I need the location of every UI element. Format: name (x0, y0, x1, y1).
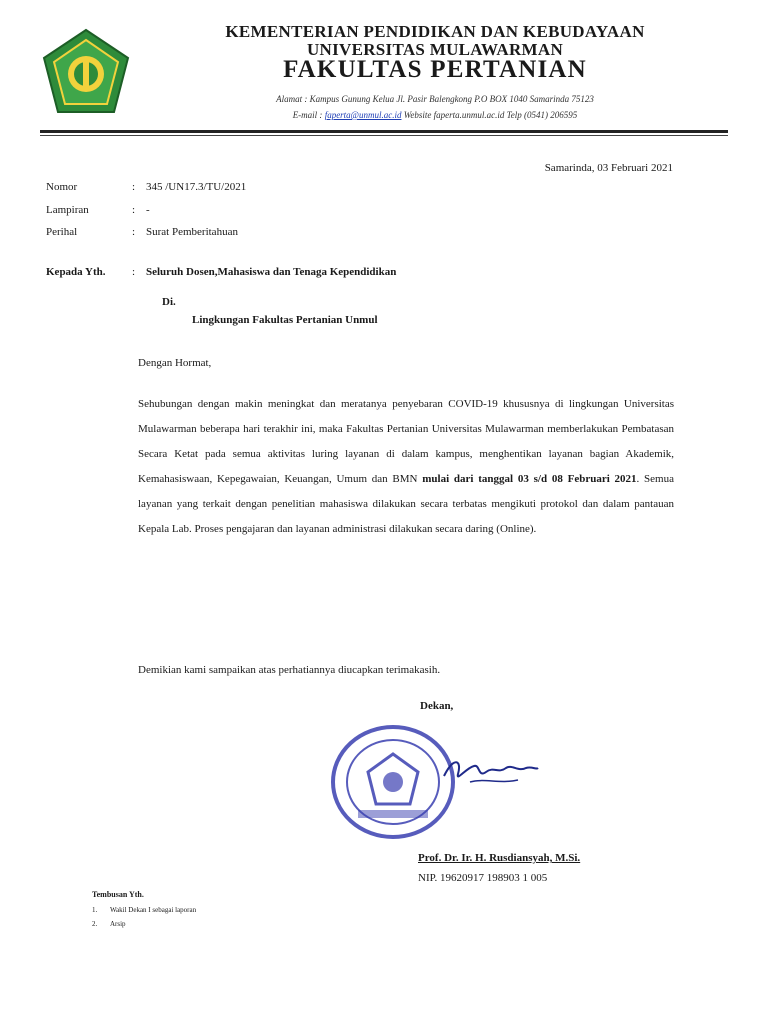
faculty-heading: FAKULTAS PERTANIAN (283, 56, 587, 83)
meta-attachment (46, 204, 150, 216)
subject-value: Surat Pemberitahuan (146, 226, 238, 238)
contact-line (150, 110, 720, 120)
body-paragraph (138, 392, 674, 542)
cc-item-number: 1. (92, 906, 98, 914)
body-paragraph-start: Sehubungan dengan makin meningkat dan meratanya penyebaran COVID-19 khususnya di lingkungan Universitas Mulawarman beberapa hari terakhir ini, maka Fakultas Pertanian Universitas Mulawarman memberlakukan Pembatasan Secara Ketat pada semua aktivitas luring layanan di dalam kampus, menghentikan layanan bagian Akademik, Kemahasiswaan, Kepegawaian, Keuangan, Umum dan BMN (138, 398, 674, 485)
number-label: Nomor (46, 181, 78, 193)
ministry-heading: KEMENTERIAN PENDIDIKAN DAN KEBUDAYAAN (225, 22, 645, 41)
cc-item-text: Arsip (110, 920, 126, 928)
signatory-title: Dekan, (420, 700, 454, 712)
email-label: E-mail : (292, 110, 323, 120)
cc-item (92, 920, 126, 928)
official-stamp-icon (328, 722, 458, 842)
cc-item-text: Wakil Dekan I sebagai laporan (110, 906, 197, 914)
recipient-di: Di. (162, 296, 176, 308)
subject-label: Perihal (46, 226, 78, 238)
recipient-separator: : (132, 266, 136, 278)
recipient-line (46, 266, 396, 278)
university-logo-icon (42, 28, 130, 114)
cc-item (92, 906, 196, 914)
cc-item-number: 2. (92, 920, 98, 928)
meta-number (46, 181, 246, 193)
letterhead-divider-thin (40, 135, 728, 136)
body-paragraph-end: . Semua layanan yang terkait dengan penelitian mahasiswa dilakukan secara terbatas mengikuti protokol dan dalam pantauan Kepala Lab. Proses pengajaran dan layanan administrasi dilakukan secara daring (Online). (138, 473, 674, 535)
salutation: Dengan Hormat, (138, 357, 212, 369)
website-text: Website faperta.unmul.ac.id Telp (0541) 206595 (403, 110, 578, 120)
subject-separator: : (132, 226, 136, 238)
closing-sentence: Demikian kami sampaikan atas perhatiannya diucapkan terimakasih. (138, 664, 441, 676)
email-link[interactable]: faperta@unmul.ac.id (324, 110, 402, 120)
handwritten-signature-icon (440, 738, 540, 798)
cc-title: Tembusan Yth. (92, 890, 144, 899)
faculty-address: Alamat : Kampus Gunung Kelua Jl. Pasir Balengkong P.O BOX 1040 Samarinda 75123 (276, 94, 594, 104)
number-value: 345 /UN17.3/TU/2021 (146, 181, 247, 193)
attachment-value: - (146, 204, 150, 216)
body-paragraph-dates: mulai dari tanggal 03 s/d 08 Februari 2021 (422, 473, 637, 485)
number-separator: : (132, 181, 136, 193)
letterhead-divider (40, 130, 728, 133)
signatory-nip: NIP. 19620917 198903 1 005 (418, 872, 548, 884)
signatory-name: Prof. Dr. Ir. H. Rusdiansyah, M.Si. (418, 852, 581, 864)
recipient-location: Lingkungan Fakultas Pertanian Unmul (192, 314, 378, 326)
attachment-label: Lampiran (46, 204, 89, 216)
place-date: Samarinda, 03 Februari 2021 (544, 162, 673, 174)
meta-subject (46, 226, 238, 238)
university-heading: UNIVERSITAS MULAWARMAN (306, 40, 564, 59)
recipient-label: Kepada Yth. (46, 266, 106, 278)
recipient-value: Seluruh Dosen,Mahasiswa dan Tenaga Kependidikan (146, 266, 397, 278)
attachment-separator: : (132, 204, 136, 216)
